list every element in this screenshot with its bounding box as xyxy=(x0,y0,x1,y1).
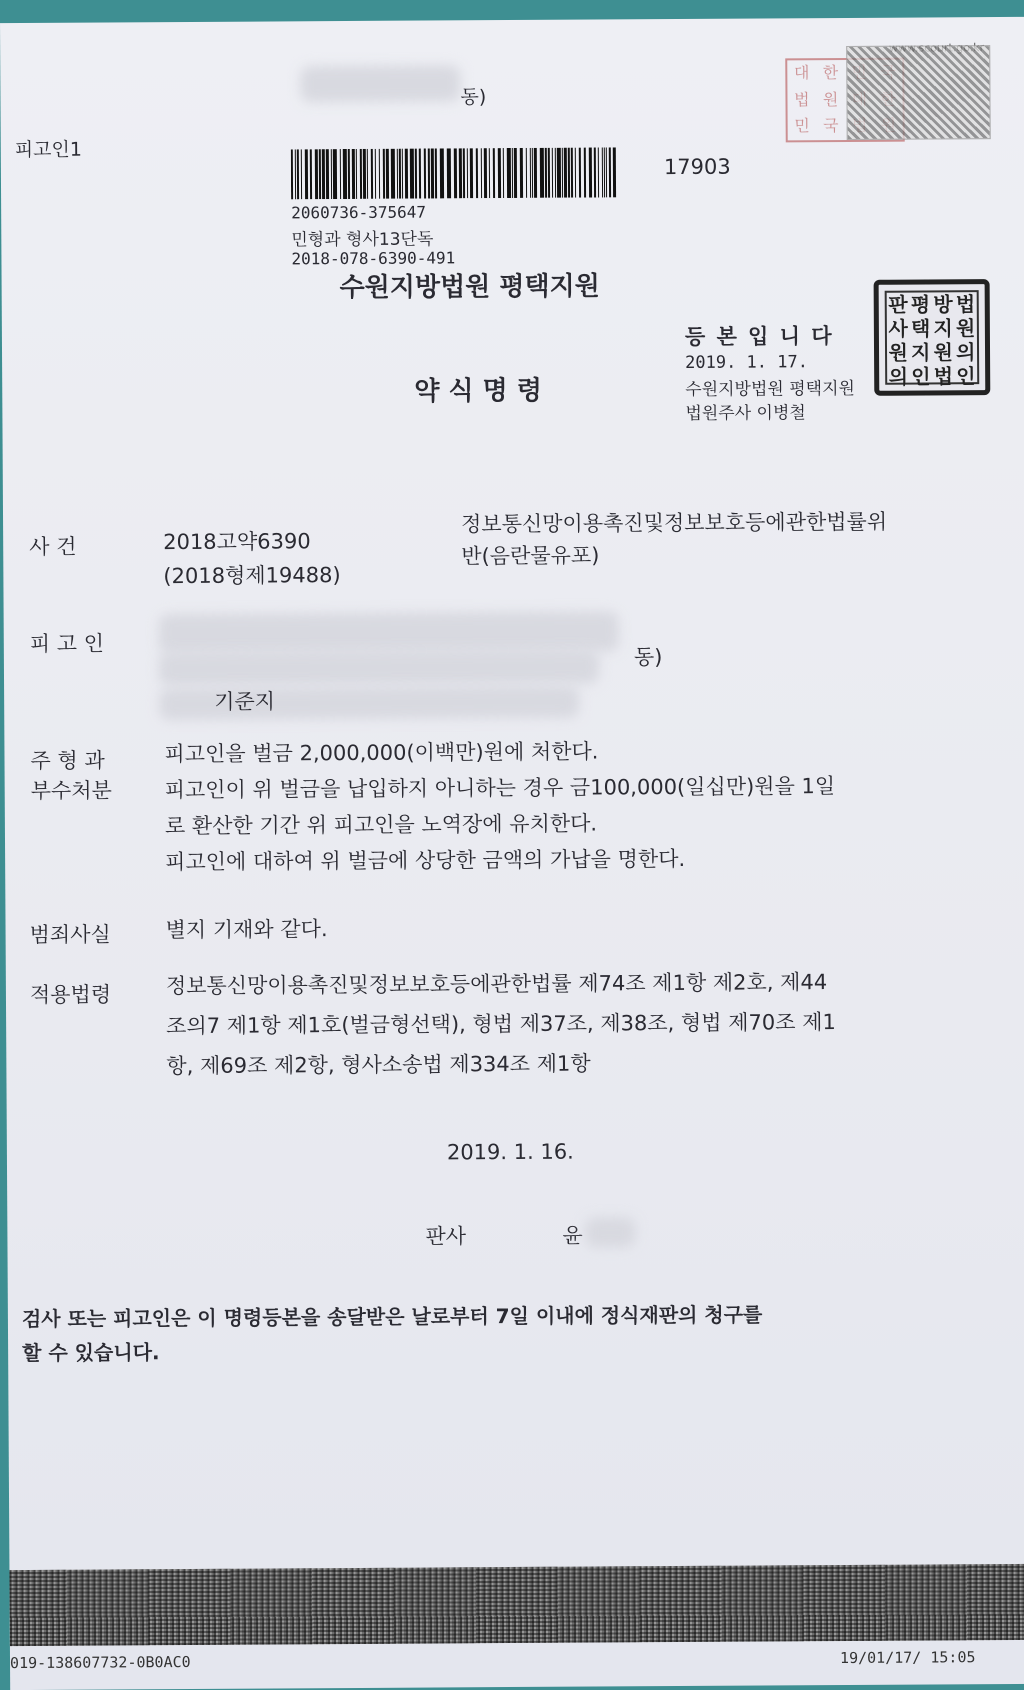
barcode-bar xyxy=(454,148,457,198)
barcode-bar xyxy=(598,147,599,197)
document-title: 약 식 명 령 xyxy=(414,375,542,407)
barcode-bar xyxy=(331,149,332,199)
barcode-bar xyxy=(594,147,596,197)
defendant-label: 피 고 인 xyxy=(29,631,105,656)
barcode-bar xyxy=(352,149,355,199)
barcode-bar xyxy=(503,148,504,198)
barcode-bar xyxy=(520,148,523,198)
case-sub-number: (2018형제19488) xyxy=(163,563,341,589)
barcode-bar xyxy=(428,149,430,199)
barcode-bar xyxy=(613,147,616,197)
barcode-bar xyxy=(340,149,341,199)
barcode-bar xyxy=(405,149,408,199)
court-stamp: 대 한 법 원 민 국 xyxy=(785,58,905,143)
barcode-bar xyxy=(379,149,380,199)
barcode-bar xyxy=(459,148,462,198)
certification-text: 등 본 입 니 다 xyxy=(684,324,834,349)
barcode-bar xyxy=(463,148,465,198)
barcode-bar xyxy=(540,148,544,198)
sentence-line-3: 로 환산한 기간 위 피고인을 노역장에 유치한다. xyxy=(164,811,598,839)
laws-line-3: 항, 제69조 제2항, 형사소송법 제334조 제1항 xyxy=(166,1051,591,1079)
barcode-bar xyxy=(391,149,395,199)
laws-line-2: 조의7 제1항 제1호(벌금형선택), 형법 제37조, 제38조, 형법 제70조 제1 xyxy=(166,1010,836,1039)
department: 민형과 형사13단독 xyxy=(291,229,434,251)
defendant-addr-fragment: 동) xyxy=(633,645,663,670)
footer-document-id: 019-138607732-0B0AC0 xyxy=(9,1652,191,1673)
sentence-line-4: 피고인에 대하여 위 벌금에 상당한 금액의 가납을 명한다. xyxy=(165,846,686,875)
barcode-bar xyxy=(555,148,556,198)
barcode-bar xyxy=(363,149,366,199)
barcode-bar xyxy=(530,148,531,198)
address-fragment: 동) xyxy=(460,86,487,109)
facts-label: 범죄사실 xyxy=(29,922,111,947)
barcode-bar xyxy=(534,148,537,198)
charge-line-2: 반(음란물유포) xyxy=(461,543,600,569)
barcode-bar xyxy=(297,149,299,199)
certification-clerk: 법원주사 이병철 xyxy=(685,403,806,424)
court-document xyxy=(0,17,1024,1690)
official-seal: 판 평 방 법 사 택 지 원 원 지 원 의 의 인 법 인 xyxy=(874,279,991,396)
barcode-bar xyxy=(356,149,357,199)
judge-label: 판사 xyxy=(425,1224,467,1249)
barcode-bar xyxy=(295,149,296,199)
barcode-bar xyxy=(333,149,337,199)
barcode-bar xyxy=(440,148,444,198)
sentence-line-1: 피고인을 벌금 2,000,000(이백만)원에 처한다. xyxy=(164,739,599,767)
order-date: 2019. 1. 16. xyxy=(446,1139,574,1165)
certification-date: 2019. 1. 17. xyxy=(685,352,808,373)
barcode-bar xyxy=(564,148,567,198)
court-name: 수원지방법원 평택지원 xyxy=(339,271,600,304)
barcode-bar xyxy=(568,148,570,198)
barcode-bar xyxy=(512,148,513,198)
code-line: 2060736-375647 xyxy=(291,202,427,223)
barcode-bar xyxy=(526,148,527,198)
barcode-bar xyxy=(305,149,308,199)
redacted-address xyxy=(300,65,460,102)
barcode-bar xyxy=(424,149,426,199)
barcode-bar xyxy=(548,148,550,198)
barcode-bar xyxy=(348,149,350,199)
barcode-bar xyxy=(571,148,573,198)
barcode-bar xyxy=(322,149,325,199)
charge-line-1: 정보통신망이용촉진및정보보호등에관한법률위 xyxy=(461,509,888,537)
redacted-defendant-address xyxy=(159,649,599,686)
laws-line-1: 정보통신망이용촉진및정보보호등에관한법률 제74조 제1항 제2호, 제44 xyxy=(165,970,828,999)
barcode-bar xyxy=(489,148,490,198)
notice-line-2: 할 수 있습니다. xyxy=(22,1340,160,1366)
barcode-bar xyxy=(375,149,376,199)
barcode-bar xyxy=(386,149,389,199)
judge-name: 윤 xyxy=(562,1223,583,1248)
barcode-bar xyxy=(532,148,533,198)
case-serial: 2018-078-6390-491 xyxy=(291,248,456,269)
security-pattern-band xyxy=(9,1564,1024,1646)
barcode-bar xyxy=(419,149,421,199)
barcode-bar xyxy=(291,149,293,199)
laws-label: 적용법령 xyxy=(29,982,112,1007)
domicile-label: 기준지 xyxy=(214,689,276,714)
barcode-bar xyxy=(484,148,487,198)
barcode-bar xyxy=(514,148,517,198)
barcode-bar xyxy=(399,149,401,199)
barcode-bar xyxy=(552,148,553,198)
barcode-bar xyxy=(606,147,607,197)
barcode-bar xyxy=(367,149,368,199)
barcode-bar xyxy=(310,149,312,199)
barcode-bar xyxy=(435,148,437,198)
case-number: 2018고약6390 xyxy=(163,529,311,555)
notice-line-1: 검사 또는 피고인은 이 명령등본을 송달받은 날로부터 7일 이내에 정식재판의 청구를 xyxy=(21,1302,763,1332)
barcode-bar xyxy=(402,149,403,199)
barcode-bar xyxy=(557,148,561,198)
sentence-label-1: 주 형 과 xyxy=(30,748,105,773)
barcode-bar xyxy=(493,148,495,198)
barcode-bar xyxy=(383,149,385,199)
barcode-bar xyxy=(579,148,581,198)
barcode-bar xyxy=(589,148,592,198)
postal-code: 17903 xyxy=(663,154,731,180)
barcode-bar xyxy=(431,148,434,198)
qr-code xyxy=(846,45,991,140)
barcode-bar xyxy=(498,148,501,198)
barcode-bar xyxy=(326,149,329,199)
barcode-bar xyxy=(604,147,605,197)
footer-timestamp: 19/01/17/ 15:05 xyxy=(839,1648,976,1668)
barcode-bar xyxy=(602,147,603,197)
barcode-bar xyxy=(315,149,318,199)
barcode-bar xyxy=(371,149,373,199)
barcode-bar xyxy=(397,149,398,199)
barcode-bar xyxy=(319,149,321,199)
barcode-bar xyxy=(545,148,547,198)
redacted-judge-name xyxy=(585,1217,635,1247)
case-label: 사 건 xyxy=(29,534,77,559)
barcode-bar xyxy=(507,148,511,198)
barcode-bar xyxy=(476,148,478,198)
barcode-bar xyxy=(609,147,611,197)
barcode xyxy=(291,147,621,199)
barcode-bar xyxy=(447,148,451,198)
barcode-bar xyxy=(575,148,576,198)
barcode-bar xyxy=(467,148,468,198)
barcode-bar xyxy=(470,148,473,198)
barcode-bar xyxy=(343,149,347,199)
barcode-bar xyxy=(410,149,414,199)
barcode-bar xyxy=(481,148,482,198)
barcode-bar xyxy=(584,148,586,198)
facts-text: 별지 기재와 같다. xyxy=(165,917,328,943)
barcode-bar xyxy=(415,149,417,199)
barcode-bar xyxy=(360,149,362,199)
barcode-bar xyxy=(301,149,302,199)
defendant-label-top: 피고인1 xyxy=(14,138,83,162)
certification-court: 수원지방법원 평택지원 xyxy=(685,378,855,400)
redacted-defendant-name xyxy=(159,611,619,654)
barcode-bar xyxy=(562,148,563,198)
sentence-line-2: 피고인이 위 벌금을 납입하지 아니하는 경우 금100,000(일십만)원을 1일 xyxy=(164,774,836,803)
sentence-label-2: 부수처분 xyxy=(30,778,112,803)
